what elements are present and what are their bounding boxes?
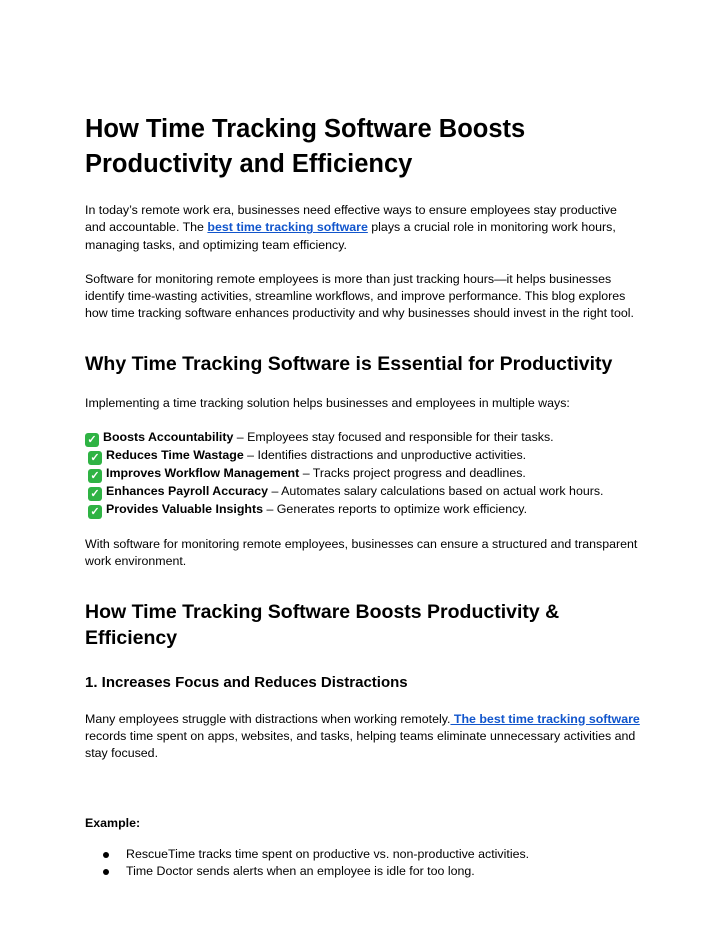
check-mark-icon: ✓ [88,451,102,465]
benefit-text: – Automates salary calculations based on actual work hours. [268,484,604,499]
benefit-item [85,465,640,483]
subheading-focus: 1. Increases Focus and Reduces Distractions [85,673,408,691]
bullet-icon [103,869,109,875]
check-mark-icon: ✓ [88,469,102,483]
benefit-title: Boosts Accountability [103,430,234,445]
benefit-item [85,429,640,447]
section-closing: With software for monitoring remote employees, businesses can ensure a structured and transparent work environment. [85,537,638,569]
benefit-title: Improves Workflow Management [106,466,300,481]
benefit-item [85,447,640,465]
benefit-text: – Identifies distractions and unproductive activities. [243,448,527,463]
benefit-title: Provides Valuable Insights [106,502,264,517]
document-content [85,112,640,880]
example-text: Time Doctor sends alerts when an employee is idle for too long. [126,864,475,879]
benefit-text: – Tracks project progress and deadlines. [299,466,526,481]
best-time-tracking-link[interactable]: best time tracking software [207,220,368,235]
page-title: How Time Tracking Software Boosts Productivity and Efficiency [85,115,526,178]
check-mark-icon: ✓ [88,487,102,501]
section-heading-essential: Why Time Tracking Software is Essential for Productivity [85,352,613,375]
benefit-title: Enhances Payroll Accuracy [106,484,269,499]
example-label: Example: [85,815,141,830]
section-lead: Implementing a time tracking solution helps businesses and employees in multiple ways: [85,395,570,410]
focus-paragraph [85,711,640,763]
intro-text-after: plays a crucial role in monitoring work hours, managing tasks, and optimizing team efficiency. [85,220,616,252]
benefit-list [85,429,640,519]
best-time-tracking-link-2[interactable]: The best time tracking software [450,711,640,726]
benefit-item [85,501,640,519]
benefit-text: – Employees stay focused and responsible for their tasks. [233,430,554,445]
bullet-icon [103,852,109,858]
check-mark-icon: ✓ [85,433,99,447]
spacer [85,780,640,815]
benefit-item [85,483,640,501]
section-heading-boosts: How Time Tracking Software Boosts Productivity & Efficiency [85,600,560,649]
paragraph-two: Software for monitoring remote employees is more than just tracking hours—it helps businesses identify time-wasting activities, streamline workflows, and improve performance. This blog explores how time tracking software enhances productivity and why businesses should invest in the right tool. [85,271,634,321]
list-item [85,863,640,880]
intro-text-before: In today’s remote work era, businesses need effective ways to ensure employees stay productive and accountable. The [85,203,617,235]
focus-text-before: Many employees struggle with distractions when working remotely. [85,711,451,726]
example-text: RescueTime tracks time spent on productive vs. non-productive activities. [126,846,530,861]
benefit-title: Reduces Time Wastage [106,448,244,463]
example-list [85,846,640,881]
list-item [85,846,640,863]
benefit-text: – Generates reports to optimize work efficiency. [263,502,528,517]
check-mark-icon: ✓ [88,505,102,519]
intro-paragraph [85,202,640,254]
focus-text-after: records time spent on apps, websites, and tasks, helping teams eliminate unnecessary activities and stay focused. [85,728,636,761]
